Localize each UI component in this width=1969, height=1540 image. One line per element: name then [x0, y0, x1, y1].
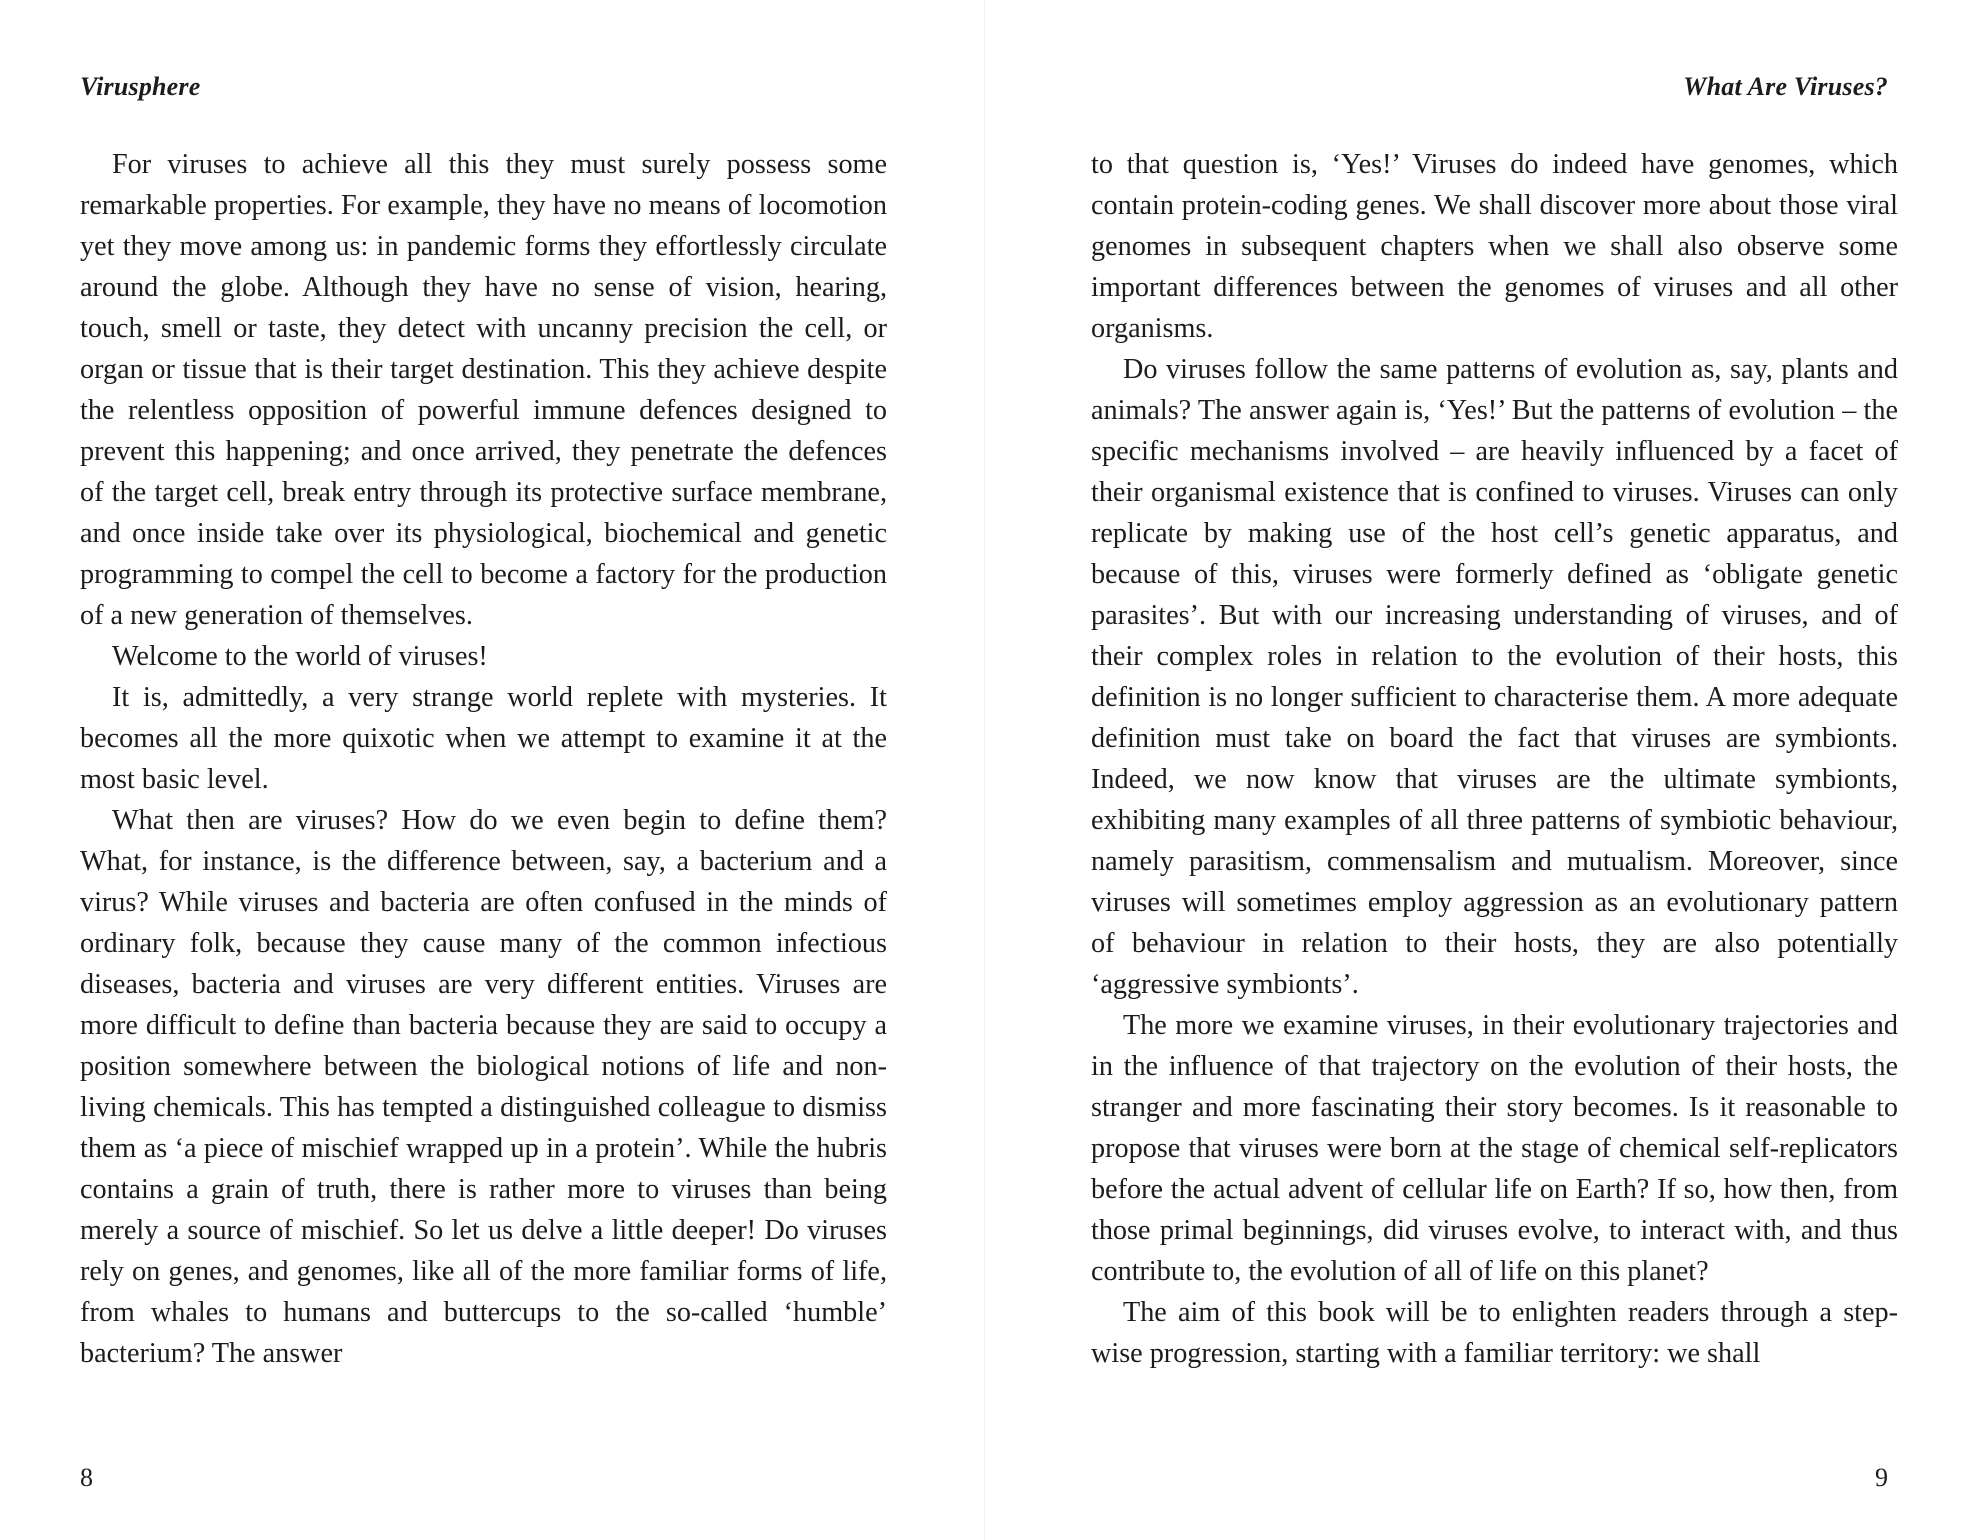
paragraph: The more we examine viruses, in their evolutionary trajectories and in the influence of that trajectory on the evolution of their hosts, the stranger and more fascinating their story becomes. Is it reasonable to propose that viruses were born at the stage of chemical self-replicators before the actual advent of cellular life on Earth? If so, how then, from those primal beginnings, did viruses evolve, to interact with, and thus contribute to, the evolution of all of life on this planet? — [1091, 1010, 1898, 1287]
right-text-block — [1091, 144, 1898, 1374]
paragraph: The aim of this book will be to enlighten readers through a step-wise progression, starting with a familiar territory: we shall — [1091, 1297, 1898, 1369]
left-text-block — [80, 144, 887, 1374]
continuation-paragraph: to that question is, ‘Yes!’ Viruses do indeed have genomes, which contain protein-coding genes. We shall discover more about those viral genomes in subsequent chapters when we shall also observe some important differences between the genomes of viruses and all other organisms. — [1091, 149, 1898, 344]
left-page — [0, 0, 984, 1540]
page-number-right: 9 — [1875, 1463, 1888, 1492]
running-head-left: Virusphere — [80, 72, 201, 101]
running-head-right: What Are Viruses? — [1683, 72, 1888, 101]
paragraph: Do viruses follow the same patterns of evolution as, say, plants and animals? The answer again is, ‘Yes!’ But the patterns of evolution – the specific mechanisms involved – are heavily influenced by a facet of their organismal existence that is confined to viruses. Viruses can only replicate by making use of the host cell’s genetic apparatus, and because of this, viruses were formerly defined as ‘obligate genetic parasites’. But with our increasing understanding of viruses, and of their complex roles in relation to the evolution of their hosts, this definition is no longer sufficient to characterise them. A more adequate definition must take on board the fact that viruses are symbionts. Indeed, we now know that viruses are the ultimate symbionts, exhibiting many examples of all three patterns of symbiotic behaviour, namely parasitism, commensalism and mutualism. Moreover, since viruses will sometimes employ aggression as an evolutionary pattern of behaviour in relation to their hosts, they are also potentially ‘aggressive symbionts’. — [1091, 354, 1898, 1000]
right-page — [985, 0, 1969, 1540]
paragraph: What then are viruses? How do we even begin to define them? What, for instance, is the difference between, say, a bacterium and a virus? While viruses and bacteria are often confused in the minds of ordinary folk, because they cause many of the common infectious diseases, bacteria and viruses are very different entities. Viruses are more difficult to define than bacteria because they are said to occupy a position somewhere between the biological notions of life and non-living chemicals. This has tempted a distinguished colleague to dismiss them as ‘a piece of mischief wrapped up in a protein’. While the hubris contains a grain of truth, there is rather more to viruses than being merely a source of mischief. So let us delve a little deeper! Do viruses rely on genes, and genomes, like all of the more familiar forms of life, from whales to humans and buttercups to the so-called ‘humble’ bacterium? The answer — [80, 805, 887, 1369]
page-number-left: 8 — [80, 1463, 93, 1492]
paragraph: It is, admittedly, a very strange world replete with mysteries. It becomes all the more quixotic when we attempt to examine it at the most basic level. — [80, 682, 887, 795]
paragraph: Welcome to the world of viruses! — [112, 641, 488, 672]
paragraph: For viruses to achieve all this they must surely possess some remarkable properties. For example, they have no means of locomotion yet they move among us: in pandemic forms they effortlessly circulate around the globe. Although they have no sense of vision, hearing, touch, smell or taste, they detect with uncanny precision the cell, or organ or tissue that is their target destination. This they achieve despite the relentless opposition of powerful immune defences designed to prevent this happening; and once arrived, they penetrate the defences of the target cell, break entry through its protective surface membrane, and once inside take over its physiological, biochemical and genetic programming to compel the cell to become a factory for the production of a new generation of themselves. — [80, 149, 887, 631]
